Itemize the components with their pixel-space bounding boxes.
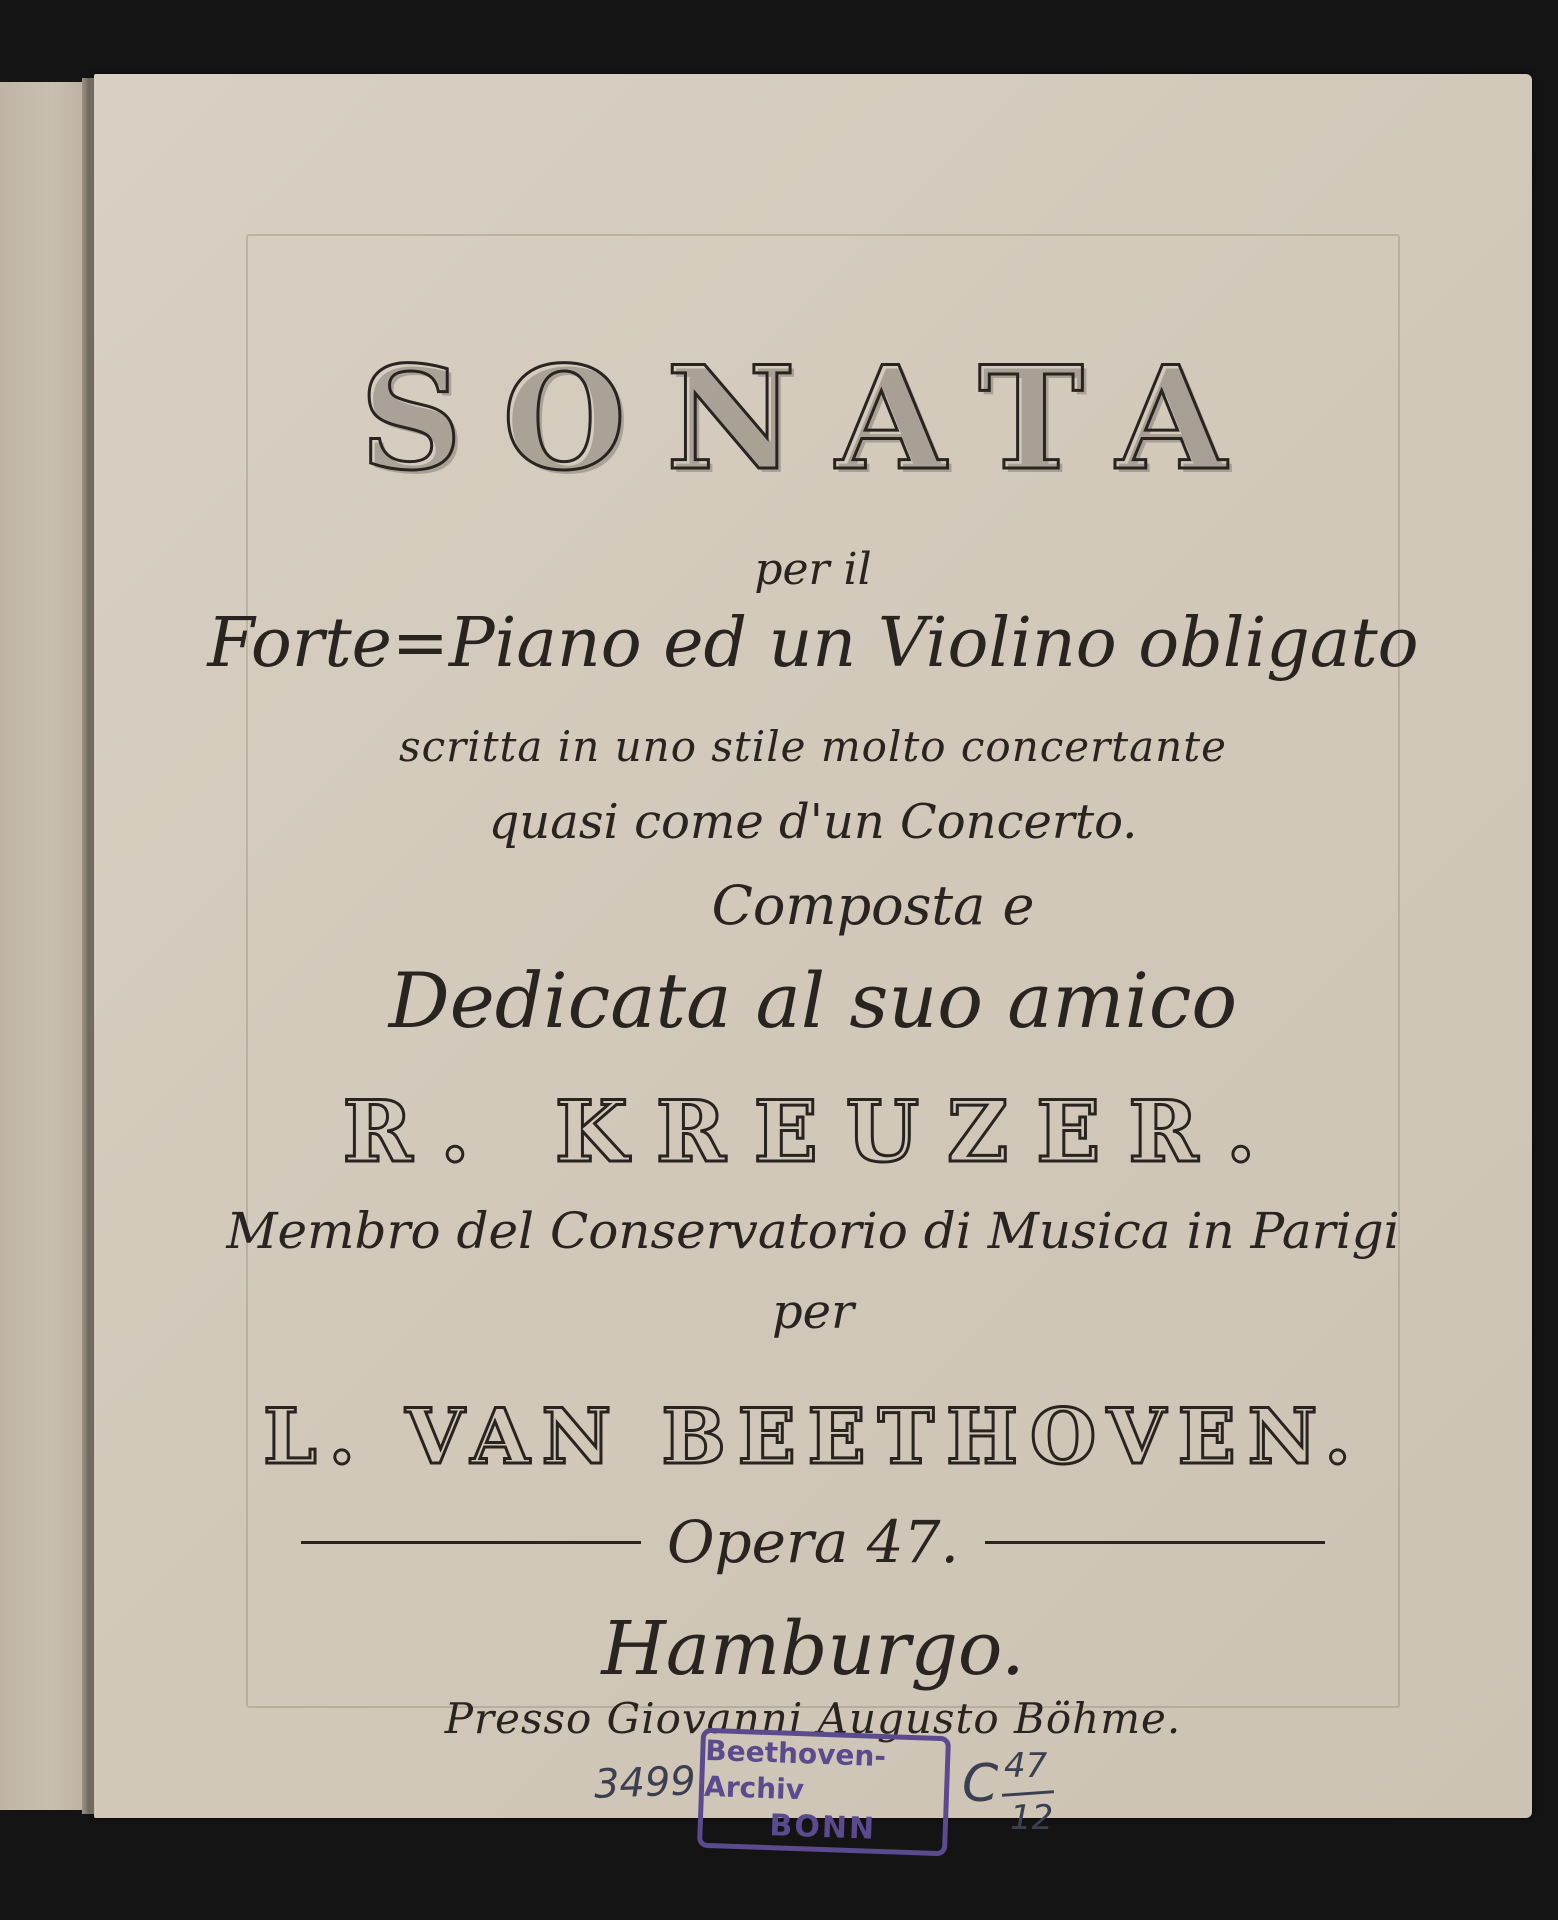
title: SONATA (359, 336, 1267, 502)
instruments-line: Forte=Piano ed un Violino obligato (207, 604, 1419, 683)
title-page (94, 74, 1532, 1847)
style-line: scritta in uno stile molto concertante (399, 722, 1227, 771)
inventory-number: 3499 (593, 1758, 697, 1808)
shelf-mark-denominator: 12 (1010, 1798, 1054, 1838)
shelf-mark-prefix: C (962, 1754, 999, 1814)
dedication-line: Dedicata al suo amico (388, 956, 1238, 1045)
composer-name: L. VAN BEETHOVEN. (263, 1392, 1363, 1481)
opus-rule-right (985, 1541, 1325, 1544)
publisher-line: Presso Giovanni Augusto Böhme. (444, 1694, 1182, 1743)
shelf-mark-fraction-bar (1002, 1790, 1054, 1797)
per-line: per (771, 1284, 855, 1340)
dedicatee-name: R. KREUZER. (342, 1082, 1284, 1181)
opus-rule-left (301, 1541, 641, 1544)
stamp-line-archive: Beethoven-Archiv (703, 1733, 887, 1807)
publication-city: Hamburgo. (601, 1606, 1025, 1692)
stamp-line-city: BONN (768, 1808, 877, 1847)
shelf-mark-numerator: 47 (1004, 1746, 1048, 1786)
library-stamp (697, 1728, 951, 1857)
per-il-line: per il (754, 544, 872, 595)
membro-line: Membro del Conservatorio di Musica in Parigi (226, 1202, 1400, 1260)
quasi-line: quasi come d'un Concerto. (488, 794, 1138, 850)
opus-row (94, 1502, 1532, 1582)
composta-line: Composta e (711, 874, 1035, 937)
opus-number: Opera 47. (667, 1508, 959, 1576)
shelf-mark (962, 1746, 1072, 1856)
